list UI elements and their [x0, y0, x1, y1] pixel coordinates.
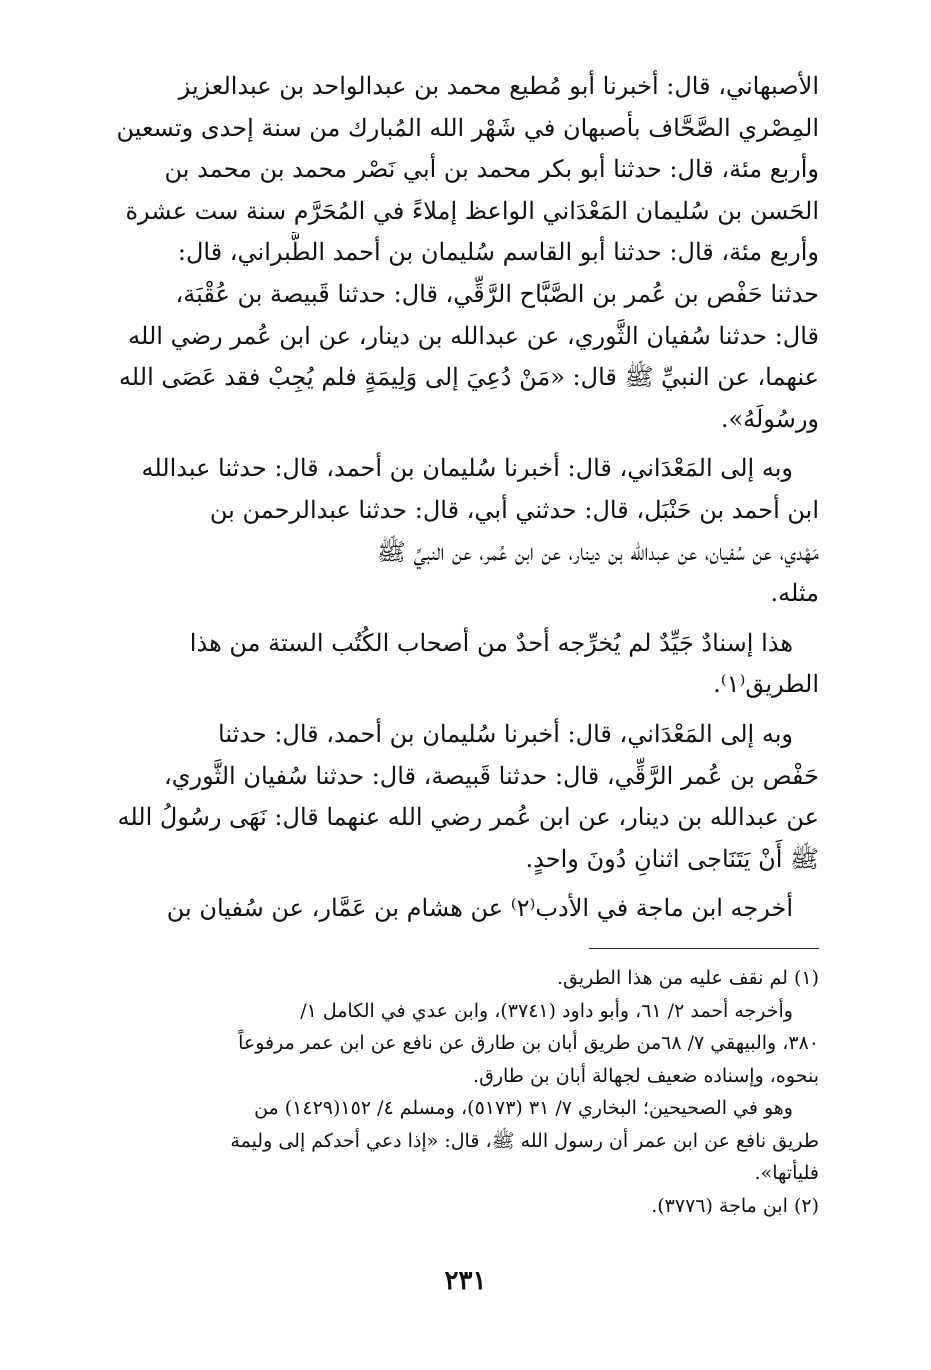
footnote-line: وهو في الصحيحين؛ البخاري ٧/ ٣١ (٥١٧٣)، ومسلم ٤/ ١٥٢(١٤٢٩) من [254, 1097, 793, 1119]
text-line: مثله. [770, 579, 819, 608]
paragraph [112, 714, 819, 880]
text-line: مَهْدي، عن سُفيان، عن عبدالله بن دينار، عن ابن عُمر، عن النبيِّ ﷺ [376, 537, 819, 566]
paragraph [112, 66, 819, 440]
footnote-divider [589, 948, 819, 949]
text-line: قال: حدثنا سُفيان الثَّوري، عن عبدالله بن دينار، عن ابن عُمر رضي الله [128, 321, 819, 350]
text-line: الطريق⁽١⁾. [713, 670, 819, 699]
main-text [112, 66, 819, 938]
footnotes [112, 962, 819, 1222]
footnote-2: (٢) ابن ماجة (٣٧٧٦). [651, 1194, 819, 1217]
paragraph [112, 623, 819, 706]
text-line: حدثنا حَفْص بن عُمر بن الصَّبَّاح الرَّقِّي، قال: حدثنا قَبيصة بن عُقْبَة، [175, 279, 819, 308]
footnote-line: فليأتها». [754, 1162, 819, 1184]
text-line: حَفْص بن عُمر الرَّقِّي، قال: حدثنا قَبيصة، قال: حدثنا سُفيان الثَّوري، [163, 761, 819, 790]
text-line: الأصبهاني، قال: أخبرنا أبو مُطيع محمد بن عبدالواحد بن عبدالعزيز [178, 72, 819, 100]
text-line: ورسُولَهُ». [720, 404, 819, 433]
footnote-line: طريق نافع عن ابن عمر أن رسول الله ﷺ، قال: «إذا دعي أحدكم إلى وليمة [230, 1129, 819, 1152]
text-line: ابن أحمد بن حَنْبَل، قال: حدثني أبي، قال: حدثنا عبدالرحمن بن [209, 495, 819, 524]
text-line: وبه إلى المَعْدَاني، قال: أخبرنا سُليمان بن أحمد، قال: حدثنا [218, 719, 793, 748]
text-line: أخرجه ابن ماجة في الأدب⁽٢⁾ عن هشام بن عَمَّار، عن سُفيان بن [166, 894, 793, 923]
footnote-line: وأخرجه أحمد ٢/ ٦١، وأبو داود (٣٧٤١)، وابن عدي في الكامل ١/ [300, 999, 793, 1022]
text-line: وبه إلى المَعْدَاني، قال: أخبرنا سُليمان بن أحمد، قال: حدثنا عبدالله [141, 454, 793, 483]
text-line: عن عبدالله بن دينار، عن ابن عُمر رضي الله عنهما قال: نَهَى رسُولُ الله [117, 803, 819, 832]
footnote-line: بنحوه، وإسناده ضعيف لجهالة أبان بن طارق. [473, 1064, 819, 1087]
paragraph [112, 888, 819, 930]
text-line: عنهما، عن النبيِّ ﷺ قال: «مَنْ دُعِيَ إلى وَلِيمَةٍ فلم يُجِبْ فقد عَصَى الله [118, 363, 819, 392]
text-line: وأربع مئة، قال: حدثنا أبو بكر محمد بن أبي نَصْر محمد بن محمد بن [164, 155, 819, 184]
page-number: ٢٣١ [444, 1266, 487, 1296]
text-line: ﷺ أَنْ يَتَنَاجى اثنانِ دُونَ واحدٍ. [525, 844, 819, 873]
text-line: المِصْري الصَّحَّاف بأصبهان في شَهْر الله المُبارك من سنة إحدى وتسعين [116, 113, 819, 142]
text-line: الحَسن بن سُليمان المَعْدَاني الواعظ إملاءً في المُحَرَّم سنة ست عشرة [125, 196, 819, 225]
footnote-line: ٣٨٠، والبيهقي ٧/ ٦٨من طريق أبان بن طارق عن نافع عن ابن عمر مرفوعاً [238, 1032, 819, 1054]
text-line: هذا إسنادٌ جَيِّدٌ لم يُخرِّجه أحدٌ من أصحاب الكُتُب الستة من هذا [189, 628, 793, 657]
text-line: وأربع مئة، قال: حدثنا أبو القاسم سُليمان بن أحمد الطَّبراني، قال: [177, 238, 819, 267]
paragraph [112, 448, 819, 614]
footnote-1: (١) لم نقف عليه من هذا الطريق. [556, 967, 819, 989]
